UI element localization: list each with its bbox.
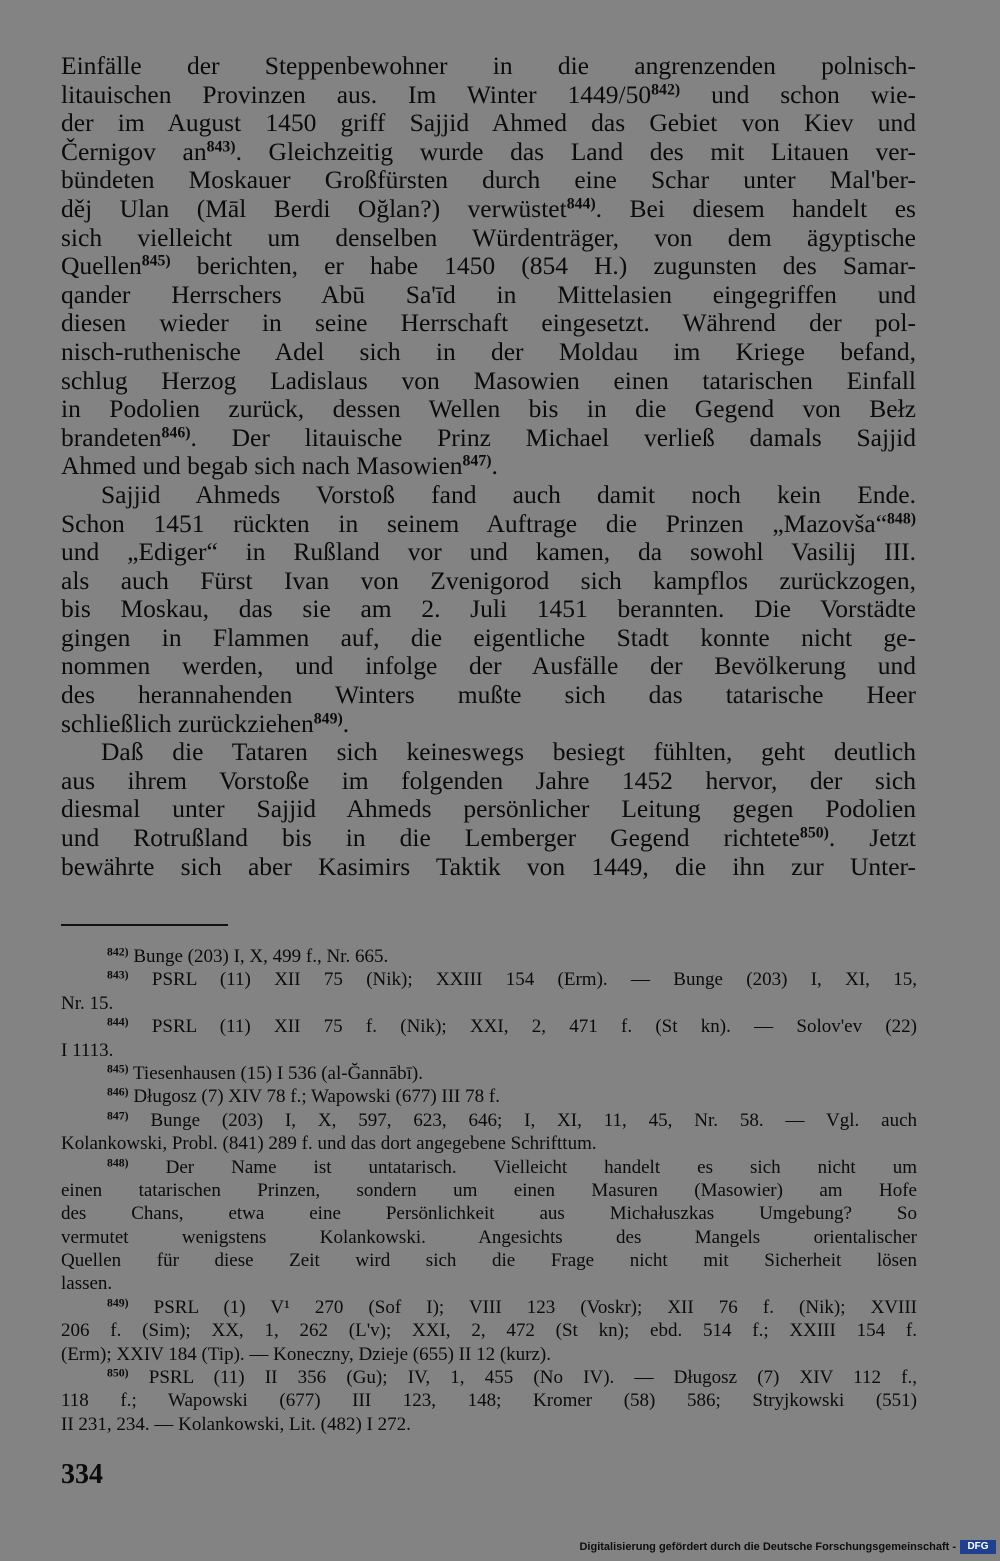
- text-run: und „Ediger“ in Rußland vor und kamen, da sowohl Vasilij III.: [61, 537, 916, 567]
- footnote-marker: 843): [107, 968, 129, 982]
- text-run: litauischen Provinzen aus. Im Winter 1449/50: [61, 79, 652, 109]
- footnote-line: [61, 1272, 917, 1295]
- text-run: . Jetzt: [828, 823, 917, 853]
- text-run: vermutet wenigstens Kolankowski. Angesichts des Mangels orientalischer: [61, 1226, 917, 1248]
- text-run: einen tatarischen Prinzen, sondern um einen Masuren (Masowier) am Hofe: [61, 1179, 917, 1201]
- text-run: des herannahenden Winters mußte sich das tatarische Heer: [61, 680, 916, 710]
- footnote-line: [61, 968, 917, 991]
- footnote-line: [61, 1085, 917, 1108]
- text-run: děj Ulan (Māl Berdi Oğlan?) verwüstet: [61, 193, 567, 223]
- text-run: brandeten: [61, 422, 162, 452]
- footnote-line: [61, 1389, 917, 1412]
- footnote-marker: 844): [566, 195, 596, 213]
- text-line: [61, 795, 916, 824]
- text-line: [61, 166, 916, 195]
- text-run: 206 f. (Sim); XX, 1, 262 (L'v); XXI, 2, 472 (St kn); ebd. 514 f.; XXIII 154 f.: [61, 1320, 917, 1342]
- text-line: [61, 52, 916, 81]
- text-run: nisch-ruthenische Adel sich in der Moldau im Kriege befand,: [61, 336, 916, 366]
- text-run: Schon 1451 rückten in seinem Auftrage die Prinzen „Mazovša“: [61, 508, 888, 538]
- text-run: PSRL (11) XII 75 (Nik); XXIII 154 (Erm). — Bunge (203) I, XI, 15,: [128, 969, 917, 991]
- text-run: (Erm); XXIV 184 (Tip). — Koneczny, Dzieje (655) II 12 (kurz).: [61, 1343, 552, 1365]
- text-run: in Podolien zurück, dessen Wellen bis in die Gegend von Bełz: [61, 394, 916, 424]
- text-line: [61, 252, 916, 281]
- footnote-marker: 848): [107, 1156, 129, 1170]
- footnotes-block: [61, 945, 917, 1436]
- text-run: nommen werden, und infolge der Ausfälle der Bevölkerung und: [61, 651, 916, 681]
- text-line: [61, 338, 916, 367]
- footnote-marker: 842): [651, 80, 681, 98]
- text-run: schlug Herzog Ladislaus von Masowien einen tatarischen Einfall: [61, 365, 916, 395]
- text-run: Długosz (7) XIV 78 f.; Wapowski (677) III 78 f.: [128, 1086, 500, 1108]
- text-run: gingen in Flammen auf, die eigentliche Stadt konnte nicht ge-: [61, 622, 916, 652]
- footnote-line: [61, 992, 917, 1015]
- dfg-logo-icon: DFG: [960, 1540, 996, 1554]
- footnote-marker: 842): [107, 945, 129, 959]
- footnote-line: [61, 1202, 917, 1225]
- text-run: PSRL (11) II 356 (Gu); IV, 1, 455 (No IV). — Długosz (7) XIV 112 f.,: [128, 1367, 917, 1389]
- text-run: Ahmed und begab sich nach Masowien: [61, 451, 463, 481]
- text-line: [61, 395, 916, 424]
- text-run: Nr. 15.: [61, 992, 114, 1014]
- text-line: [61, 738, 916, 767]
- page-number: 334: [61, 1459, 103, 1490]
- text-run: . Bei diesem handelt es: [595, 193, 916, 223]
- footnote-marker: 846): [107, 1085, 129, 1099]
- footnote-marker: 845): [141, 252, 171, 270]
- footnote-line: [61, 1179, 917, 1202]
- text-run: II 231, 234. — Kolankowski, Lit. (482) I 272.: [61, 1413, 411, 1435]
- text-line: [61, 195, 916, 224]
- footnote-line: [61, 1366, 917, 1389]
- footnote-line: [61, 1109, 917, 1132]
- text-line: [61, 853, 916, 882]
- text-line: [61, 424, 916, 453]
- footnote-line: [61, 1132, 917, 1155]
- text-line: [61, 624, 916, 653]
- text-run: und Rotrußland bis in die Lemberger Gegend richtete: [61, 823, 800, 853]
- footnote-line: [61, 1156, 917, 1179]
- text-run: bewährte sich aber Kasimirs Taktik von 1449, die ihn zur Unter-: [61, 851, 916, 881]
- footnote-marker: 847): [462, 452, 492, 470]
- text-run: Kolankowski, Probl. (841) 289 f. und das dort angegebene Schrifttum.: [61, 1133, 597, 1155]
- text-run: aus ihrem Vorstoße im folgenden Jahre 1452 hervor, der sich: [61, 765, 916, 795]
- text-run: Quellen für diese Zeit wird sich die Frage nicht mit Sicherheit lösen: [61, 1250, 917, 1272]
- text-line: [61, 109, 916, 138]
- text-run: als auch Fürst Ivan von Zvenigorod sich kampflos zurückzogen,: [61, 565, 916, 595]
- text-line: [61, 681, 916, 710]
- text-line: [61, 81, 916, 110]
- text-run: diesmal unter Sajjid Ahmeds persönlicher Leitung gegen Podolien: [61, 794, 916, 824]
- text-run: .: [491, 451, 498, 481]
- text-line: [61, 224, 916, 253]
- footnote-line: [61, 1296, 917, 1319]
- footnote-marker: 846): [161, 424, 191, 442]
- text-line: [61, 309, 916, 338]
- text-line: [61, 652, 916, 681]
- text-run: diesen wieder in seine Herrschaft eingesetzt. Während der pol-: [61, 308, 916, 338]
- text-run: .: [342, 708, 350, 738]
- footnote-line: [61, 1413, 917, 1436]
- text-line: [61, 595, 916, 624]
- text-line: [61, 538, 916, 567]
- text-line: [61, 481, 916, 510]
- text-line: [61, 710, 916, 739]
- text-run: qander Herrschers Abū Sa'īd in Mittelasien eingegriffen und: [61, 279, 916, 309]
- main-text-block: [61, 52, 916, 881]
- text-line: [61, 567, 916, 596]
- text-run: I 1113.: [61, 1039, 114, 1061]
- text-run: Tiesenhausen (15) I 536 (al-Ğannābī).: [128, 1062, 424, 1084]
- text-line: [61, 138, 916, 167]
- text-line: [61, 281, 916, 310]
- footnote-marker: 848): [887, 509, 916, 527]
- footnote-separator-rule: [61, 924, 228, 926]
- text-run: PSRL (11) XII 75 f. (Nik); XXI, 2, 471 f. (St kn). — Solov'ev (22): [128, 1016, 917, 1038]
- footnote-marker: 849): [313, 709, 343, 727]
- text-line: [61, 452, 916, 481]
- text-run: Bunge (203) I, X, 597, 623, 646; I, XI, 11, 45, Nr. 58. — Vgl. auch: [128, 1109, 917, 1131]
- footnote-line: [61, 1343, 917, 1366]
- footnote-line: [61, 1039, 917, 1062]
- text-run: Sajjid Ahmeds Vorstoß fand auch damit noch kein Ende.: [101, 479, 916, 509]
- footnote-marker: 847): [107, 1109, 129, 1123]
- digitization-credit: Digitalisierung gefördert durch die Deutsche Forschungsgemeinschaft -: [579, 1541, 956, 1553]
- text-run: Daß die Tataren sich keineswegs besiegt fühlten, geht deutlich: [101, 737, 916, 767]
- footnote-line: [61, 1249, 917, 1272]
- footnote-marker: 849): [107, 1296, 129, 1310]
- text-run: Černigov an: [61, 136, 207, 166]
- footnote-line: [61, 1319, 917, 1342]
- footnote-marker: 850): [799, 824, 829, 842]
- text-run: schließlich zurückziehen: [61, 708, 314, 738]
- text-run: bündeten Moskauer Großfürsten durch eine Schar unter Mal'ber-: [61, 165, 916, 195]
- text-run: 118 f.; Wapowski (677) III 123, 148; Kromer (58) 586; Stryjkowski (551): [61, 1390, 917, 1412]
- text-run: des Chans, etwa eine Persönlichkeit aus Michałuszkas Umgebung? So: [61, 1203, 917, 1225]
- footnote-marker: 844): [107, 1015, 129, 1029]
- footnote-marker: 843): [206, 138, 236, 156]
- footnote-marker: 850): [107, 1366, 129, 1380]
- text-run: PSRL (1) V¹ 270 (Sof I); VIII 123 (Voskr); XII 76 f. (Nik); XVIII: [128, 1296, 917, 1318]
- text-run: und schon wie-: [680, 79, 916, 109]
- text-run: . Der litauische Prinz Michael verließ damals Sajjid: [190, 422, 916, 452]
- footnote-line: [61, 945, 917, 968]
- text-run: . Gleichzeitig wurde das Land des mit Litauen ver-: [235, 136, 916, 166]
- text-run: Bunge (203) I, X, 499 f., Nr. 665.: [128, 946, 389, 967]
- text-run: sich vielleicht um denselben Würdenträger, von dem ägyptische: [61, 222, 916, 252]
- footnote-line: [61, 1226, 917, 1249]
- text-line: [61, 824, 916, 853]
- text-run: Einfälle der Steppenbewohner in die angrenzenden polnisch-: [61, 51, 916, 80]
- text-run: Quellen: [61, 251, 142, 281]
- text-run: Der Name ist untatarisch. Vielleicht handelt es sich nicht um: [128, 1156, 917, 1178]
- text-run: berichten, er habe 1450 (854 H.) zugunsten des Samar-: [170, 251, 916, 281]
- text-line: [61, 367, 916, 396]
- text-line: [61, 767, 916, 796]
- footnote-marker: 845): [107, 1062, 129, 1076]
- text-run: bis Moskau, das sie am 2. Juli 1451 berannten. Die Vorstädte: [61, 594, 916, 624]
- text-run: lassen.: [61, 1273, 113, 1295]
- footnote-line: [61, 1015, 917, 1038]
- text-line: [61, 510, 916, 539]
- text-run: der im August 1450 griff Sajjid Ahmed das Gebiet von Kiev und: [61, 108, 916, 138]
- footnote-line: [61, 1062, 917, 1085]
